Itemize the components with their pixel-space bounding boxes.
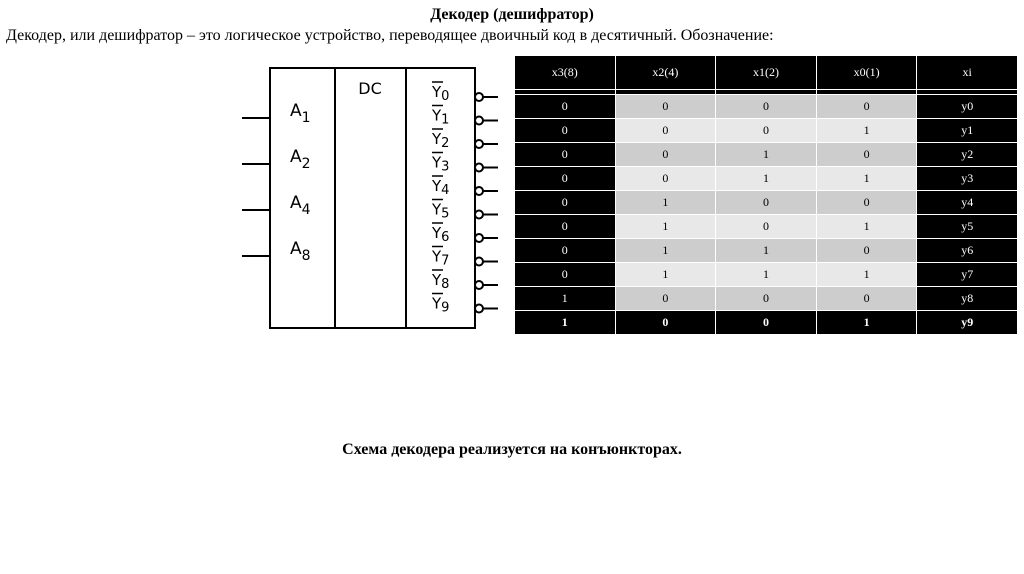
table-cell: 0 xyxy=(615,287,716,311)
table-row xyxy=(515,191,1018,215)
inversion-bubble xyxy=(475,140,483,148)
table-cell: 0 xyxy=(515,95,616,119)
dc-label: DC xyxy=(358,79,382,98)
table-cell: y5 xyxy=(917,215,1018,239)
table-row xyxy=(515,215,1018,239)
column-header: x3(8) xyxy=(515,56,616,90)
table-cell: 0 xyxy=(716,215,817,239)
table-cell: 0 xyxy=(615,143,716,167)
table-row xyxy=(515,143,1018,167)
table-cell: 1 xyxy=(716,167,817,191)
table-cell: 0 xyxy=(816,143,917,167)
table-cell: y6 xyxy=(917,239,1018,263)
output-label: Y2 xyxy=(432,130,450,151)
table-cell: y4 xyxy=(917,191,1018,215)
output-label: Y6 xyxy=(432,224,450,245)
table-cell: 0 xyxy=(615,167,716,191)
caption-text: Схема декодера реализуется на конъюнкторах. xyxy=(342,441,682,458)
inversion-bubble xyxy=(475,305,483,313)
output-label: Y5 xyxy=(432,200,450,222)
table-cell: 1 xyxy=(716,143,817,167)
table-cell: 1 xyxy=(615,263,716,287)
output-label: Y1 xyxy=(432,106,450,128)
inversion-bubble xyxy=(475,93,483,101)
table-cell: y2 xyxy=(917,143,1018,167)
column-header: xi xyxy=(917,56,1018,90)
table-row xyxy=(515,311,1018,335)
table-cell: 0 xyxy=(716,311,817,335)
output-label: Y3 xyxy=(432,153,450,175)
table-cell: 0 xyxy=(816,95,917,119)
table-cell: 1 xyxy=(816,311,917,335)
table-cell: 1 xyxy=(615,191,716,215)
table-cell: 0 xyxy=(515,239,616,263)
inversion-bubble xyxy=(475,258,483,266)
inversion-bubble xyxy=(475,164,483,172)
input-label: $A_2$ xyxy=(290,147,311,172)
table-cell: 0 xyxy=(515,215,616,239)
truth-table xyxy=(514,55,1018,335)
table-cell: 0 xyxy=(515,263,616,287)
table-row xyxy=(515,263,1018,287)
table-cell: y7 xyxy=(917,263,1018,287)
output-label: Y4 xyxy=(432,177,450,198)
inversion-bubble xyxy=(475,281,483,289)
table-row xyxy=(515,287,1018,311)
inversion-bubble xyxy=(475,234,483,242)
table-cell: 0 xyxy=(515,119,616,143)
table-cell: y1 xyxy=(917,119,1018,143)
input-label: $A_8$ xyxy=(290,239,311,264)
table-row xyxy=(515,95,1018,119)
table-row xyxy=(515,167,1018,191)
column-header: x2(4) xyxy=(615,56,716,90)
table-cell: 1 xyxy=(615,239,716,263)
table-cell: 1 xyxy=(515,287,616,311)
table-cell: 1 xyxy=(816,119,917,143)
output-label: Y9 xyxy=(432,294,450,316)
table-cell: 0 xyxy=(515,167,616,191)
table-cell: 1 xyxy=(816,167,917,191)
input-label: $A_1$ xyxy=(290,101,311,126)
output-label: Y7 xyxy=(432,247,450,269)
table-cell: 0 xyxy=(716,191,817,215)
output-label: Y8 xyxy=(432,271,450,292)
input-label: $A_4$ xyxy=(290,193,311,218)
table-cell: y8 xyxy=(917,287,1018,311)
table-cell: 0 xyxy=(515,191,616,215)
inversion-bubble xyxy=(475,187,483,195)
table-cell: 0 xyxy=(816,191,917,215)
page-title: Декодер (дешифратор) xyxy=(430,6,594,23)
table-cell: 1 xyxy=(716,239,817,263)
table-cell: 0 xyxy=(615,95,716,119)
table-cell: 0 xyxy=(716,119,817,143)
table-cell: 1 xyxy=(615,215,716,239)
decoder-symbol xyxy=(230,60,510,335)
table-cell: 1 xyxy=(716,263,817,287)
column-header: x0(1) xyxy=(816,56,917,90)
table-cell: 1 xyxy=(816,215,917,239)
output-label: Y0 xyxy=(432,83,450,104)
table-cell: 0 xyxy=(515,143,616,167)
table-row xyxy=(515,119,1018,143)
table-row xyxy=(515,239,1018,263)
table-cell: y9 xyxy=(917,311,1018,335)
table-cell: 1 xyxy=(816,263,917,287)
table-cell: 0 xyxy=(816,287,917,311)
table-cell: y0 xyxy=(917,95,1018,119)
table-cell: 0 xyxy=(716,287,817,311)
column-header: x1(2) xyxy=(716,56,817,90)
inversion-bubble xyxy=(475,117,483,125)
table-cell: 0 xyxy=(615,311,716,335)
table-cell: 1 xyxy=(515,311,616,335)
table-cell: 0 xyxy=(816,239,917,263)
intro-text: Декодер, или дешифратор – это логическое устройство, переводящее двоичный код в десятичный. Обозначение: xyxy=(6,27,774,44)
table-cell: 0 xyxy=(615,119,716,143)
table-cell: 0 xyxy=(716,95,817,119)
table-cell: y3 xyxy=(917,167,1018,191)
inversion-bubble xyxy=(475,211,483,219)
table-header-row xyxy=(515,56,1018,90)
